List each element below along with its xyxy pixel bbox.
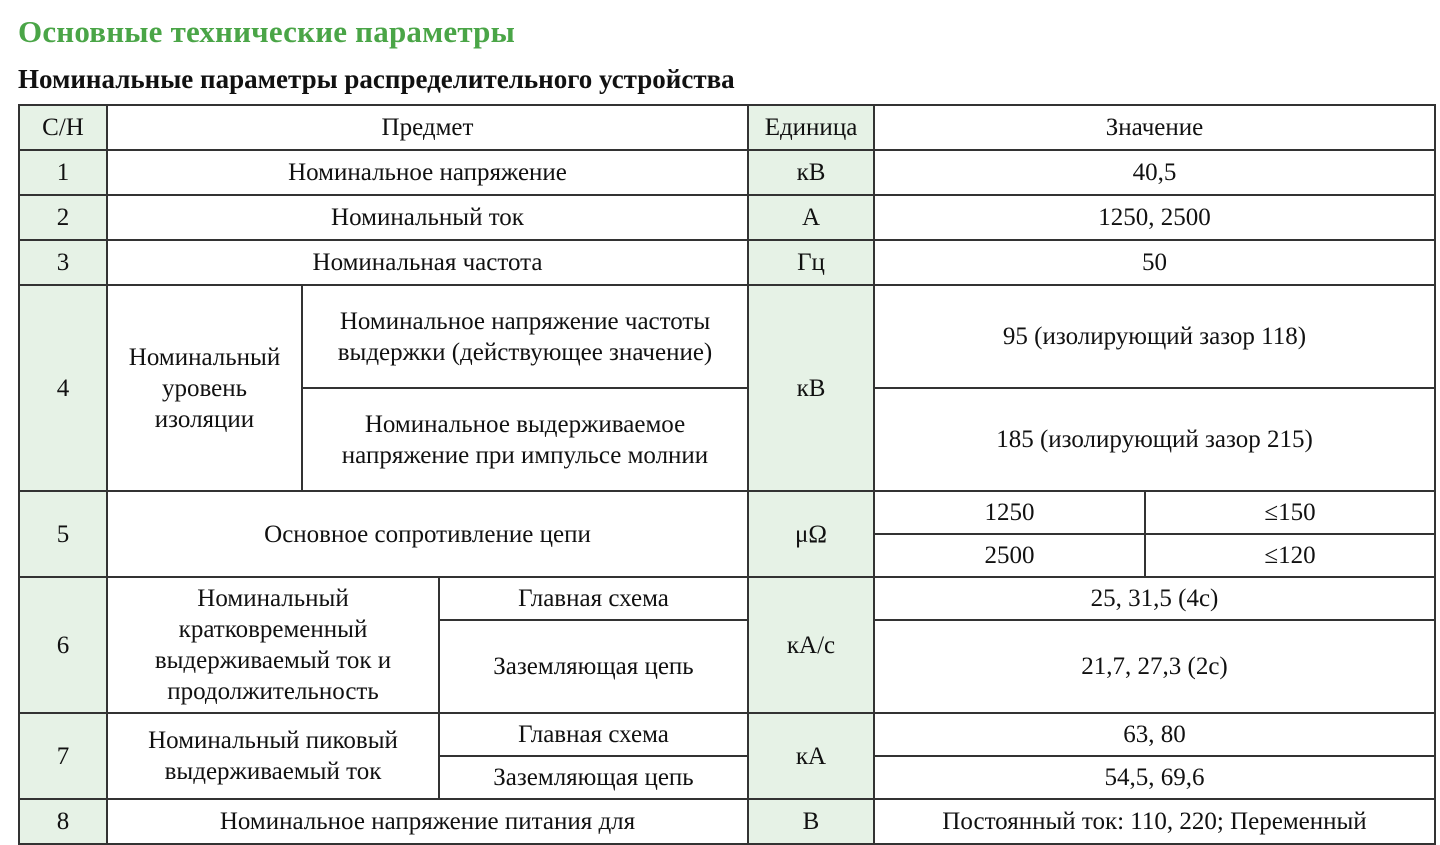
row-item: Номинальный ток xyxy=(107,195,748,240)
row-subitem: Номинальное выдерживаемое напряжение при импульсе молнии xyxy=(302,388,748,491)
table-header-row xyxy=(19,105,1435,150)
table-row xyxy=(19,240,1435,285)
row-value: 40,5 xyxy=(874,150,1435,195)
row-subitem: Главная схема xyxy=(439,577,748,620)
row-unit: кВ xyxy=(748,285,874,491)
row-item: Номинальное напряжение питания для xyxy=(107,799,748,844)
row-unit: Гц xyxy=(748,240,874,285)
header-sn: С/Н xyxy=(19,105,107,150)
header-item: Предмет xyxy=(107,105,748,150)
row-sn: 8 xyxy=(19,799,107,844)
row-subitem: Главная схема xyxy=(439,713,748,756)
row-subitem: Заземляющая цепь xyxy=(439,756,748,799)
row-sn: 4 xyxy=(19,285,107,491)
row-value: 54,5, 69,6 xyxy=(874,756,1435,799)
row-limit: ≤150 xyxy=(1145,491,1435,534)
row-unit: кА xyxy=(748,713,874,799)
row-item: Основное сопротивление цепи xyxy=(107,491,748,577)
table-row xyxy=(19,577,1435,620)
row-group: Номинальный уровень изоляции xyxy=(107,285,302,491)
table-row xyxy=(19,150,1435,195)
table-row xyxy=(19,285,1435,388)
row-unit: кВ xyxy=(748,150,874,195)
row-item: Номинальная частота xyxy=(107,240,748,285)
row-value: 21,7, 27,3 (2с) xyxy=(874,620,1435,713)
header-unit: Единица xyxy=(748,105,874,150)
row-current: 2500 xyxy=(874,534,1145,577)
row-sn: 6 xyxy=(19,577,107,713)
row-item: Номинальное напряжение xyxy=(107,150,748,195)
row-current: 1250 xyxy=(874,491,1145,534)
parameters-table xyxy=(18,104,1436,845)
row-subitem: Номинальное напряжение частоты выдержки (действующее значение) xyxy=(302,285,748,388)
table-row xyxy=(19,713,1435,756)
header-value: Значение xyxy=(874,105,1435,150)
row-unit: В xyxy=(748,799,874,844)
row-unit: А xyxy=(748,195,874,240)
row-sn: 1 xyxy=(19,150,107,195)
table-row xyxy=(19,491,1435,534)
page-title: Основные технические параметры xyxy=(18,14,516,49)
row-group: Номинальный кратковременный выдерживаемый ток и продолжительность xyxy=(107,577,439,713)
row-value: 25, 31,5 (4с) xyxy=(874,577,1435,620)
row-sn: 7 xyxy=(19,713,107,799)
row-sn: 3 xyxy=(19,240,107,285)
row-value: Постоянный ток: 110, 220; Переменный xyxy=(874,799,1435,844)
row-value: 1250, 2500 xyxy=(874,195,1435,240)
table-row xyxy=(19,799,1435,844)
row-group: Номинальный пиковый выдерживаемый ток xyxy=(107,713,439,799)
row-sn: 5 xyxy=(19,491,107,577)
row-subitem: Заземляющая цепь xyxy=(439,620,748,713)
table-row xyxy=(19,195,1435,240)
section-subtitle: Номинальные параметры распределительного устройства xyxy=(18,64,735,94)
row-value: 50 xyxy=(874,240,1435,285)
row-value: 95 (изолирующий зазор 118) xyxy=(874,285,1435,388)
row-sn: 2 xyxy=(19,195,107,240)
row-unit: μΩ xyxy=(748,491,874,577)
row-value: 63, 80 xyxy=(874,713,1435,756)
row-limit: ≤120 xyxy=(1145,534,1435,577)
row-value: 185 (изолирующий зазор 215) xyxy=(874,388,1435,491)
row-unit: кА/с xyxy=(748,577,874,713)
